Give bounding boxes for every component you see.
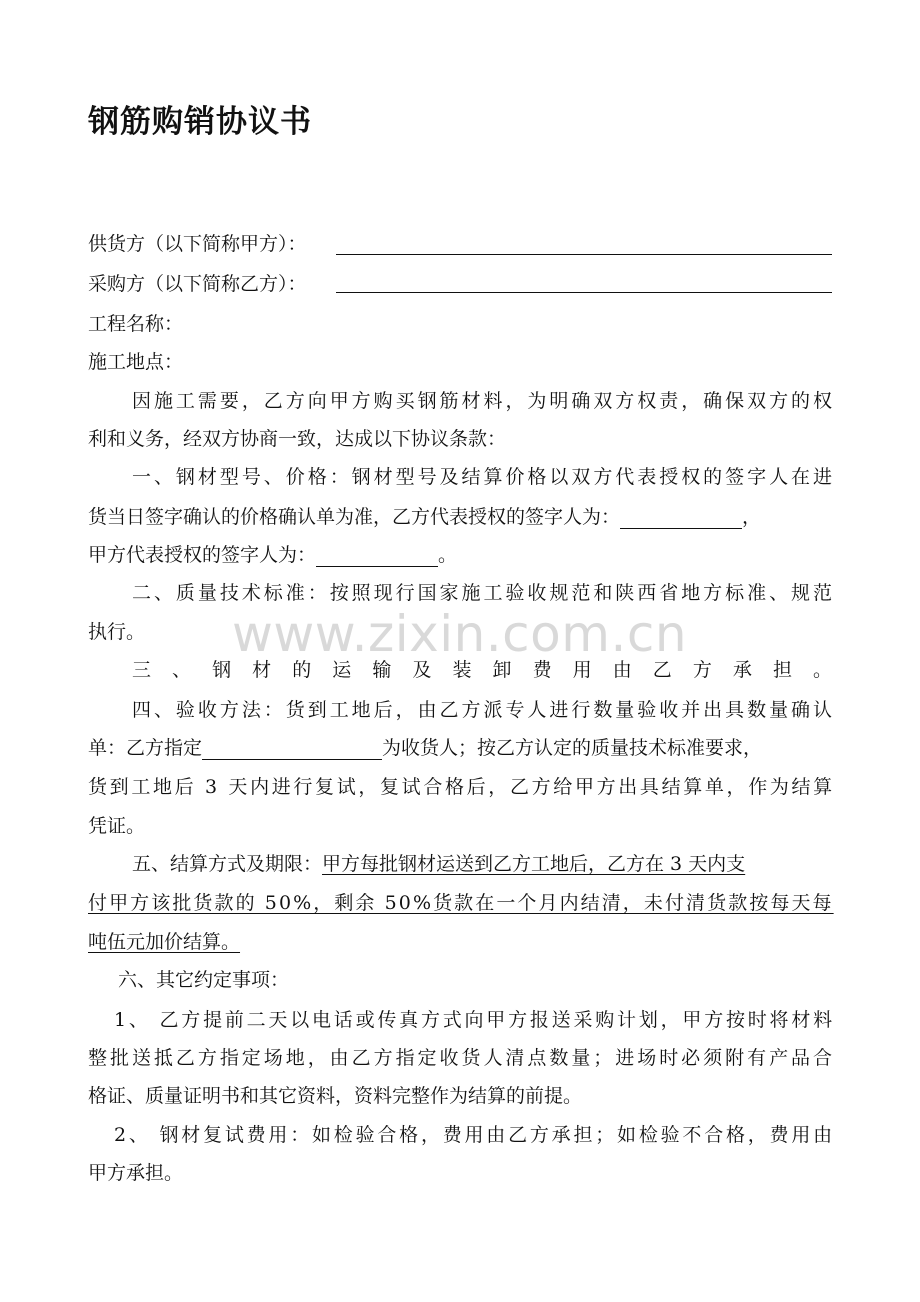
- clause4-receiver-label: 单：乙方指定: [88, 737, 203, 759]
- clause3-line-1: 三、钢材的运输及装卸费用由乙方承担。: [132, 659, 854, 681]
- clause5-line-1: [132, 852, 745, 876]
- clause1-period: 。: [438, 544, 458, 566]
- intro-line-1: 因施工需要，乙方向甲方购买钢筋材料，为明确双方权责，确保双方的权: [132, 390, 835, 412]
- intro-line-2: 利和义务，经双方协商一致，达成以下协议条款：: [88, 428, 507, 450]
- clause5-terms-start: 甲方每批钢材运送到乙方工地后，乙方在 3 天内支: [322, 853, 746, 875]
- clause5-line-3: 吨伍元加价结算。: [88, 931, 241, 953]
- supplier-signer-blank: [316, 546, 438, 567]
- construction-site-label: 施工地点：: [88, 351, 184, 373]
- clause1-supplier-signer-label: 甲方代表授权的签字人为：: [88, 544, 317, 566]
- clause6-heading: 六、其它约定事项：: [118, 969, 290, 991]
- receiver-blank: [202, 739, 382, 760]
- document-title: 钢筋购销协议书: [88, 104, 312, 140]
- clause2-line-2: 执行。: [88, 621, 146, 643]
- clause6-item2-line-2: 甲方承担。: [88, 1162, 184, 1184]
- supplier-label: 供货方（以下简称甲方）：: [88, 233, 307, 255]
- clause1-line-1: 一、钢材型号、价格：钢材型号及结算价格以双方代表授权的签字人在进: [132, 466, 835, 488]
- clause1-line-2: [88, 505, 761, 529]
- clause6-item2-line-1: 2、 钢材复试费用：如检验合格，费用由乙方承担；如检验不合格，费用由: [114, 1124, 835, 1146]
- project-name-label: 工程名称：: [88, 313, 184, 335]
- clause4-line-1: 四、验收方法：货到工地后，由乙方派专人进行数量验收并出具数量确认: [132, 699, 835, 721]
- clause2-line-1: 二、质量技术标准：按照现行国家施工验收规范和陕西省地方标准、规范: [132, 582, 835, 604]
- clause5-line-2: 付甲方该批货款的 50%，剩余 50%货款在一个月内结清，未付清货款按每天每: [88, 892, 834, 914]
- buyer-signer-blank: [620, 508, 742, 529]
- supplier-blank: [336, 254, 832, 255]
- watermark: www.zixin.com.cn: [232, 605, 688, 663]
- clause5-heading: 五、结算方式及期限：: [132, 853, 323, 875]
- clause1-line-3: [88, 543, 457, 567]
- buyer-blank: [336, 292, 832, 293]
- buyer-label: 采购方（以下简称乙方）：: [88, 273, 307, 295]
- clause1-comma: ，: [742, 506, 762, 528]
- clause4-receiver-rest: 为收货人；按乙方认定的质量技术标准要求，: [382, 737, 763, 759]
- clause1-buyer-signer-label: 货当日签字确认的价格确认单为准，乙方代表授权的签字人为：: [88, 506, 621, 528]
- clause4-line-3: 货到工地后 3 天内进行复试，复试合格后，乙方给甲方出具结算单，作为结算: [88, 776, 835, 798]
- clause6-item1-line-1: 1、 乙方提前二天以电话或传真方式向甲方报送采购计划，甲方按时将材料: [114, 1009, 835, 1031]
- clause6-item1-line-3: 格证、质量证明书和其它资料，资料完整作为结算的前提。: [88, 1085, 583, 1107]
- clause6-item1-line-2: 整批送抵乙方指定场地，由乙方指定收货人清点数量；进场时必须附有产品合: [88, 1047, 835, 1069]
- clause4-line-2: [88, 736, 762, 760]
- clause4-line-4: 凭证。: [88, 815, 146, 837]
